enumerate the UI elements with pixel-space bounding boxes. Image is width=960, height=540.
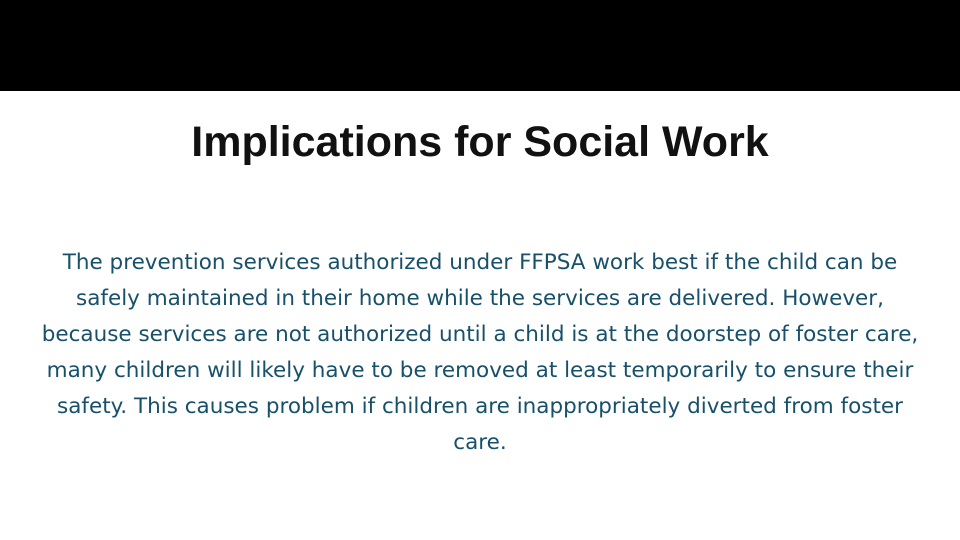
slide-title: Implications for Social Work: [191, 118, 769, 166]
slide-body-text: The prevention services authorized under FFPSA work best if the child can be safely maintained in their home while the services are delivered. However, because services are not authorized until a child is at the doorstep of foster care, many children will likely have to be removed at least temporarily to ensure their safety. This causes problem if children are inappropriately diverted from foster care.: [41, 250, 919, 455]
top-header-bar: [0, 0, 960, 91]
